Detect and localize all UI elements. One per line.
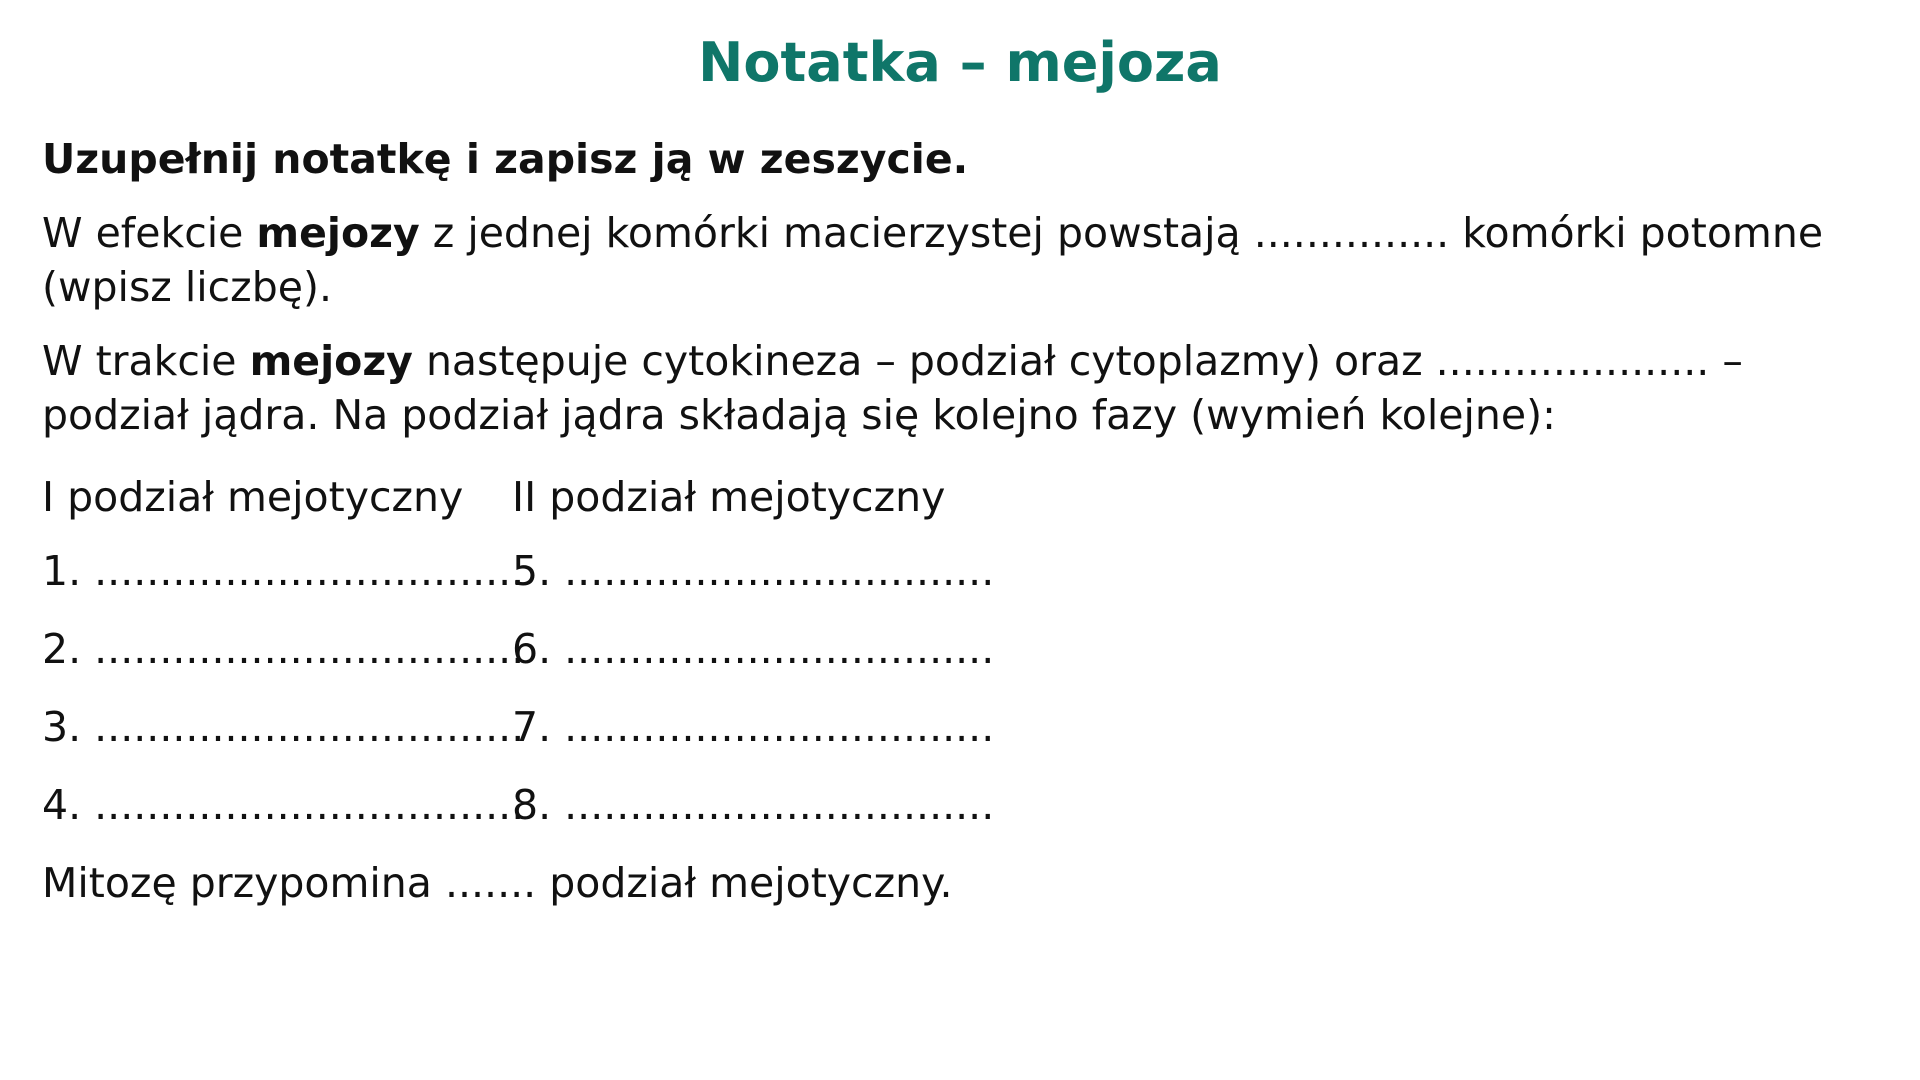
- paragraph-2-keyword: mejozy: [249, 337, 413, 385]
- paragraph-daughter-cells: [42, 206, 1882, 314]
- phase-row: [42, 532, 1882, 610]
- paragraph-1-end: z jednej komórki macierzystej powstają ............... komórki potomne (wpisz liczbę).: [42, 209, 1824, 311]
- paragraph-2-start: W trakcie: [42, 337, 250, 385]
- phase-row: [42, 610, 1882, 688]
- phase-blank-5: 5. .................................: [512, 547, 995, 595]
- phase-blank-6: 6. .................................: [512, 625, 995, 673]
- page-title: Notatka – mejoza: [698, 31, 1222, 94]
- paragraph-cell-division: [42, 334, 1882, 442]
- note-content: [42, 132, 1882, 922]
- phase-column-headers: [42, 462, 1882, 532]
- phase-blank-3: 3. .................................: [42, 703, 525, 751]
- paragraph-2-end: następuje cytokineza – podział cytoplazmy) oraz ..................... – podział jądra. Na podział jądra składają się kolejno fazy (wymień kolejne):: [42, 337, 1743, 439]
- phase-blank-4: 4. .................................: [42, 781, 525, 829]
- phase-blank-1: 1. .................................: [42, 547, 525, 595]
- final-sentence: Mitozę przypomina ....... podział mejotyczny.: [42, 859, 953, 907]
- second-division-header: II podział mejotyczny: [512, 473, 946, 521]
- phase-blank-8: 8. .................................: [512, 781, 995, 829]
- instruction-text: Uzupełnij notatkę i zapisz ją w zeszycie.: [42, 135, 969, 183]
- phase-row: [42, 688, 1882, 766]
- paragraph-1-keyword: mejozy: [256, 209, 420, 257]
- phase-blank-7: 7. .................................: [512, 703, 995, 751]
- first-division-header: I podział mejotyczny: [42, 473, 464, 521]
- paragraph-1-start: W efekcie: [42, 209, 257, 257]
- phase-row: [42, 766, 1882, 844]
- phase-blank-2: 2. .................................: [42, 625, 525, 673]
